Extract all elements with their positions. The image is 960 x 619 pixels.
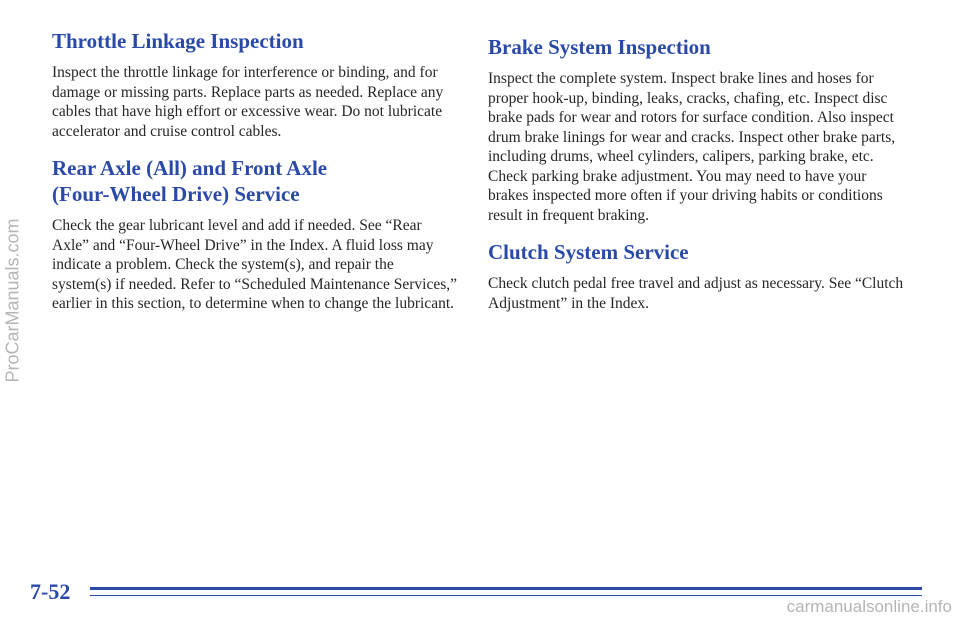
clutch-service-body: Check clutch pedal free travel and adjust as necessary. See “Clutch Adjustment” in the Index. — [488, 275, 904, 312]
axle-heading-line-1: Rear Axle (All) and Front Axle — [52, 156, 328, 180]
throttle-linkage-body: Inspect the throttle linkage for interference or binding, and for damage or missing parts. Replace parts as needed. Replace any cables that have high effort or excessive wear. Do not lubricate accelerator and cruise control cables. — [52, 64, 444, 140]
axle-service-heading — [52, 155, 457, 207]
throttle-linkage-heading: Throttle Linkage Inspection — [52, 29, 304, 53]
axle-heading-line-2: (Four-Wheel Drive) Service — [52, 182, 300, 206]
clutch-service-section — [488, 239, 908, 313]
footer-rule-thin — [90, 595, 922, 596]
side-watermark-text: ProCarManuals.com — [2, 217, 23, 383]
left-column — [52, 28, 457, 314]
brake-inspection-section — [488, 34, 908, 225]
bottom-watermark: carmanualsonline.info — [786, 597, 952, 616]
page-number: 7-52 — [30, 579, 71, 604]
right-column — [488, 34, 908, 313]
brake-inspection-body: Inspect the complete system. Inspect brake lines and hoses for proper hook-up, binding, leaks, cracks, chafing, etc. Inspect disc brake pads for wear and rotors for surface condition. Also inspect drum brake linings for wear and cracks. Inspect other brake parts, including drums, wheel cylinders, calipers, parking brake, etc. Check parking brake adjustment. You may need to have your brakes inspected more often if your driving habits or conditions result in frequent braking. — [488, 70, 896, 224]
axle-service-section — [52, 155, 457, 314]
side-watermark — [2, 175, 24, 425]
footer-rule-thick — [90, 587, 922, 590]
axle-service-body: Check the gear lubricant level and add if needed. See “Rear Axle” and “Four-Wheel Drive” in the Index. A fluid loss may indicate a problem. Check the system(s), and repair the system(s) if needed. Refer to “Scheduled Maintenance Services,” earlier in this section, to determine when to change the lubricant. — [52, 217, 457, 312]
page-footer — [30, 575, 900, 605]
brake-inspection-heading: Brake System Inspection — [488, 35, 711, 59]
clutch-service-heading: Clutch System Service — [488, 240, 689, 264]
throttle-linkage-section — [52, 28, 457, 141]
